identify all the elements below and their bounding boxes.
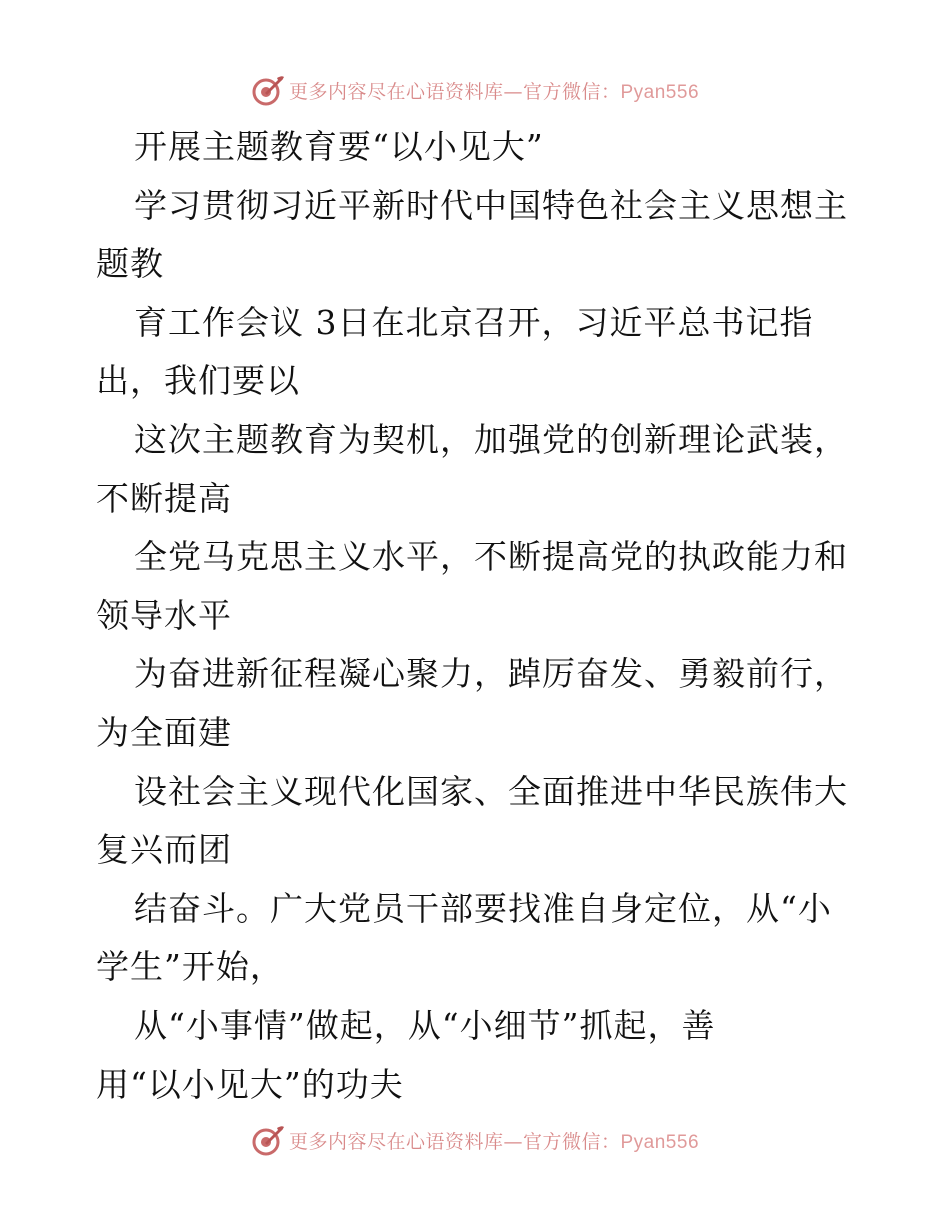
header-watermark [0, 70, 950, 110]
doc-line: 结奋斗。广大党员干部要找准自身定位，从“小 [134, 888, 832, 928]
quill-logo-icon [251, 73, 285, 107]
doc-line: 学习贯彻习近平新时代中国特色社会主义思想主 [134, 185, 848, 225]
doc-line: 从“小事情”做起，从“小细节”抓起，善 [134, 1005, 716, 1045]
doc-line: 用“以小见大”的功夫 [96, 1064, 404, 1104]
doc-line: 不断提高 [96, 478, 232, 518]
doc-line: 出，我们要以 [96, 361, 300, 401]
doc-title: 开展主题教育要“以小见大” [134, 127, 544, 166]
doc-line: 这次主题教育为契机，加强党的创新理论武装， [134, 419, 848, 459]
doc-line: 领导水平 [96, 595, 232, 635]
watermark-text: 更多内容尽在心语资料库—官方微信：Pyan556 [288, 1130, 700, 1153]
watermark-text: 更多内容尽在心语资料库—官方微信：Pyan556 [288, 80, 700, 103]
doc-line: 复兴而团 [96, 830, 232, 870]
doc-line: 为全面建 [96, 712, 232, 752]
doc-line: 题教 [96, 244, 164, 284]
doc-line: 为奋进新征程凝心聚力，踔厉奋发、勇毅前行， [134, 654, 848, 694]
doc-line: 学生”开始， [96, 947, 284, 987]
doc-line: 设社会主义现代化国家、全面推进中华民族伟大 [134, 771, 848, 811]
doc-line: 育工作会议 3日在北京召开，习近平总书记指 [134, 302, 814, 342]
document-body [96, 118, 866, 1114]
doc-line: 全党马克思主义水平，不断提高党的执政能力和 [134, 537, 848, 577]
footer-watermark [0, 1120, 950, 1160]
quill-logo-icon [251, 1123, 285, 1157]
